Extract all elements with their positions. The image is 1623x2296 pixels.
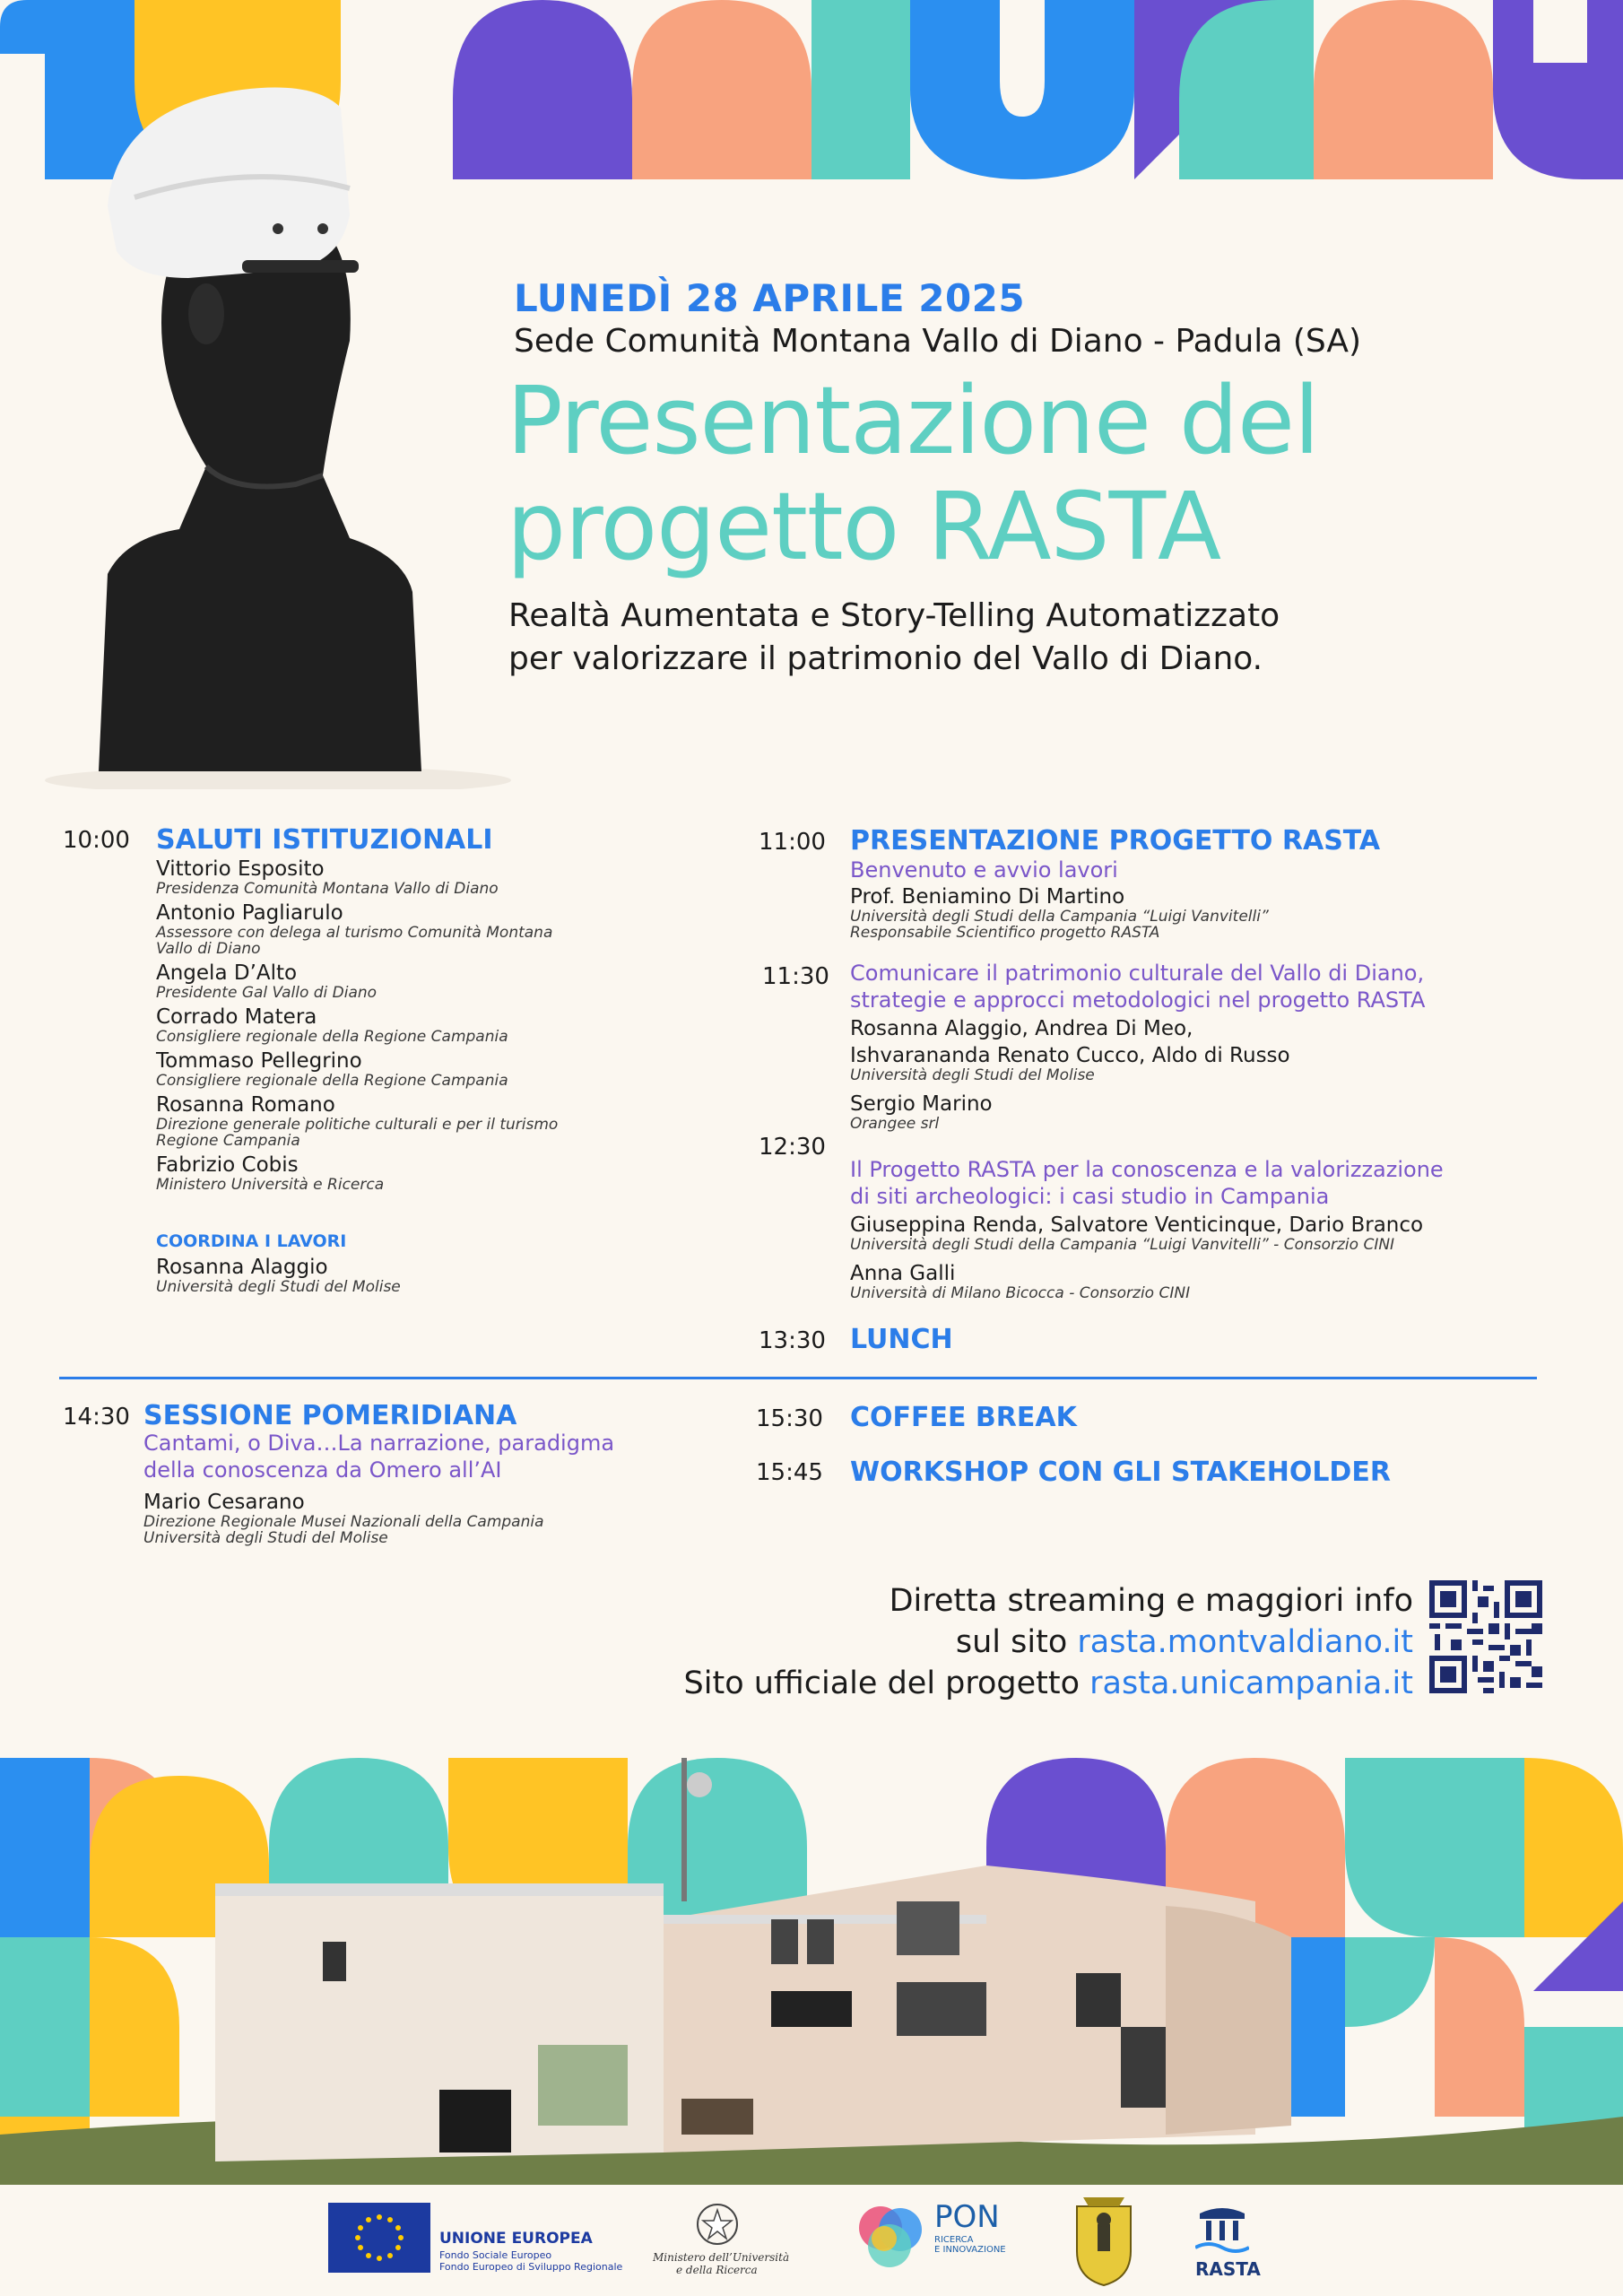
pon-subtitle	[934, 2235, 1006, 2255]
subtitle-line-1: Realtà Aumentata e Story-Telling Automatizzato	[508, 597, 1280, 634]
coordinator	[156, 1256, 401, 1295]
time-1000: 10:00	[63, 827, 130, 854]
speaker-name: Antonio Pagliarulo	[156, 901, 343, 925]
pon-logo-icon	[854, 2201, 929, 2271]
speaker-name: Fabrizio Cobis	[156, 1153, 299, 1177]
eu-title: UNIONE EUROPEA	[439, 2230, 593, 2248]
speaker-affiliation: Consigliere regionale della Regione Campania	[156, 1072, 508, 1090]
streaming-line-3	[684, 1663, 1413, 1704]
speaker-item	[156, 1005, 558, 1049]
event-venue: Sede Comunità Montana Vallo di Diano - Padula (SA)	[514, 323, 1362, 360]
slot-1230	[850, 1156, 1444, 1301]
speaker-affiliation: Direzione Regionale Musei Nazionali della Campania	[143, 1513, 544, 1531]
section-presentazione-progetto: PRESENTAZIONE PROGETTO RASTA	[850, 825, 1381, 857]
section-lunch: LUNCH	[850, 1324, 953, 1355]
afternoon-session	[143, 1430, 614, 1546]
speaker-list	[156, 857, 558, 1197]
talk-title-line-1: Il Progetto RASTA per la conoscenza e la valorizzazione	[850, 1157, 1444, 1182]
comunita-montana-crest-icon	[1072, 2197, 1135, 2287]
streaming-line-1: Diretta streaming e maggiori info	[889, 1583, 1413, 1619]
schedule-divider	[59, 1377, 1537, 1379]
speaker-affiliation-2: Università degli Studi del Molise	[143, 1529, 388, 1547]
speaker-item	[156, 961, 558, 1005]
speaker-role: Responsabile Scientifico progetto RASTA	[850, 924, 1160, 942]
speaker-name: Corrado Matera	[156, 1005, 317, 1029]
speaker-affiliation: Università degli Studi della Campania “Luigi Vanvitelli” - Consorzio CINI	[850, 1236, 1395, 1254]
speaker-name: Anna Galli	[850, 1262, 956, 1285]
talk-title: Benvenuto e avvio lavori	[850, 857, 1118, 883]
speaker-name: Tommaso Pellegrino	[156, 1049, 362, 1073]
coordinator-affiliation: Università degli Studi del Molise	[156, 1278, 401, 1296]
rasta-logo-text: RASTA	[1195, 2258, 1261, 2280]
link-rasta-montvaldiano[interactable]: rasta.montvaldiano.it	[1077, 1624, 1413, 1660]
eu-flag-icon	[328, 2203, 430, 2273]
section-coffee-break: COFFEE BREAK	[850, 1402, 1077, 1433]
qr-code[interactable]	[1429, 1580, 1542, 1693]
speaker-affiliation: Assessore con delega al turismo Comunità Montana	[156, 924, 553, 942]
speaker-name: Prof. Beniamino Di Martino	[850, 885, 1125, 909]
speaker-affiliation: Università degli Studi della Campania “Luigi Vanvitelli”	[850, 908, 1269, 926]
speaker-affiliation-2: Regione Campania	[156, 1132, 300, 1150]
footer-logos	[0, 2185, 1623, 2296]
bottom-shapes	[0, 1758, 1623, 2185]
speaker-affiliation-2: Orangee srl	[850, 1115, 940, 1133]
time-1330: 13:30	[759, 1327, 826, 1354]
time-1530: 15:30	[756, 1405, 823, 1432]
speaker-affiliation: Direzione generale politiche culturali e per il turismo	[156, 1116, 559, 1134]
speaker-name: Rosanna Romano	[156, 1093, 335, 1117]
mur-line-1: Ministero dell’Università	[653, 2251, 790, 2264]
streaming-line-2	[684, 1622, 1413, 1663]
time-1430: 14:30	[63, 1404, 130, 1431]
coordinator-label: COORDINA I LAVORI	[156, 1231, 347, 1251]
italian-emblem-icon	[690, 2201, 744, 2248]
speaker-item	[156, 1093, 558, 1153]
speaker-affiliation: Università degli Studi del Molise	[850, 1066, 1095, 1084]
speaker-name: Sergio Marino	[850, 1092, 993, 1116]
pon-sub-1: RICERCA	[934, 2235, 974, 2245]
streaming-line-3-prefix: Sito ufficiale del progetto	[683, 1665, 1090, 1701]
title-line-1: Presentazione del	[507, 366, 1319, 475]
speaker-affiliation-2: Vallo di Diano	[156, 940, 261, 958]
speaker-names-line-2: Ishvarananda Renato Cucco, Aldo di Russo	[850, 1044, 1290, 1067]
speaker-item	[156, 1049, 558, 1093]
section-workshop: WORKSHOP CON GLI STAKEHOLDER	[850, 1457, 1391, 1488]
section-saluti-istituzionali: SALUTI ISTITUZIONALI	[156, 824, 493, 856]
speaker-names: Giuseppina Renda, Salvatore Venticinque, Dario Branco	[850, 1213, 1424, 1237]
subtitle	[508, 595, 1280, 681]
section-sessione-pomeridiana: SESSIONE POMERIDIANA	[143, 1400, 517, 1431]
pon-logo-text: PON	[934, 2199, 1000, 2235]
speaker-name: Mario Cesarano	[143, 1491, 305, 1514]
talk-title-line-1: Cantami, o Diva…La narrazione, paradigma	[143, 1431, 615, 1456]
slot-1100	[850, 857, 1269, 941]
speaker-names-line-1: Rosanna Alaggio, Andrea Di Meo,	[850, 1017, 1193, 1040]
speaker-affiliation: Presidente Gal Vallo di Diano	[156, 984, 378, 1002]
slot-1130	[850, 960, 1425, 1132]
time-1100: 11:00	[759, 829, 826, 856]
rasta-logo-icon	[1195, 2203, 1249, 2258]
vr-headset-bust-image	[27, 72, 529, 789]
mur-logo-text	[653, 2251, 789, 2276]
streaming-line-2-prefix: sul sito	[955, 1624, 1078, 1660]
speaker-name: Angela D’Alto	[156, 961, 298, 985]
streaming-info	[684, 1580, 1413, 1704]
eu-fund-1: Fondo Sociale Europeo	[439, 2249, 552, 2261]
talk-title-line-2: strategie e approcci metodologici nel progetto RASTA	[850, 987, 1426, 1013]
time-1130: 11:30	[762, 963, 829, 990]
time-1545: 15:45	[756, 1459, 823, 1486]
title-line-2: progetto RASTA	[507, 472, 1221, 581]
talk-title-line-1: Comunicare il patrimonio culturale del Vallo di Diano,	[850, 961, 1425, 986]
subtitle-line-2: per valorizzare il patrimonio del Vallo di Diano.	[508, 640, 1263, 677]
speaker-item	[156, 901, 558, 961]
speaker-affiliation: Ministero Università e Ricerca	[156, 1176, 385, 1194]
talk-title-line-2: della conoscenza da Omero all’AI	[143, 1457, 502, 1483]
speaker-affiliation: Presidenza Comunità Montana Vallo di Diano	[156, 880, 499, 898]
page-title	[507, 368, 1319, 579]
speaker-item	[156, 1153, 558, 1197]
speaker-name: Vittorio Esposito	[156, 857, 325, 881]
speaker-affiliation: Consigliere regionale della Regione Campania	[156, 1028, 508, 1046]
eu-fund-2: Fondo Europeo di Sviluppo Regionale	[439, 2261, 623, 2273]
event-date: LUNEDÌ 28 APRILE 2025	[514, 276, 1026, 320]
pon-sub-2: E INNOVAZIONE	[934, 2245, 1006, 2255]
speaker-affiliation-2: Università di Milano Bicocca - Consorzio CINI	[850, 1284, 1191, 1302]
eu-funds	[439, 2249, 622, 2273]
speaker-item	[156, 857, 558, 901]
link-rasta-unicampania[interactable]: rasta.unicampania.it	[1089, 1665, 1413, 1701]
mur-line-2: e della Ricerca	[676, 2264, 758, 2276]
talk-title-line-2: di siti archeologici: i casi studio in Campania	[850, 1184, 1330, 1209]
coordinator-name: Rosanna Alaggio	[156, 1256, 328, 1279]
time-1230: 12:30	[759, 1134, 826, 1161]
